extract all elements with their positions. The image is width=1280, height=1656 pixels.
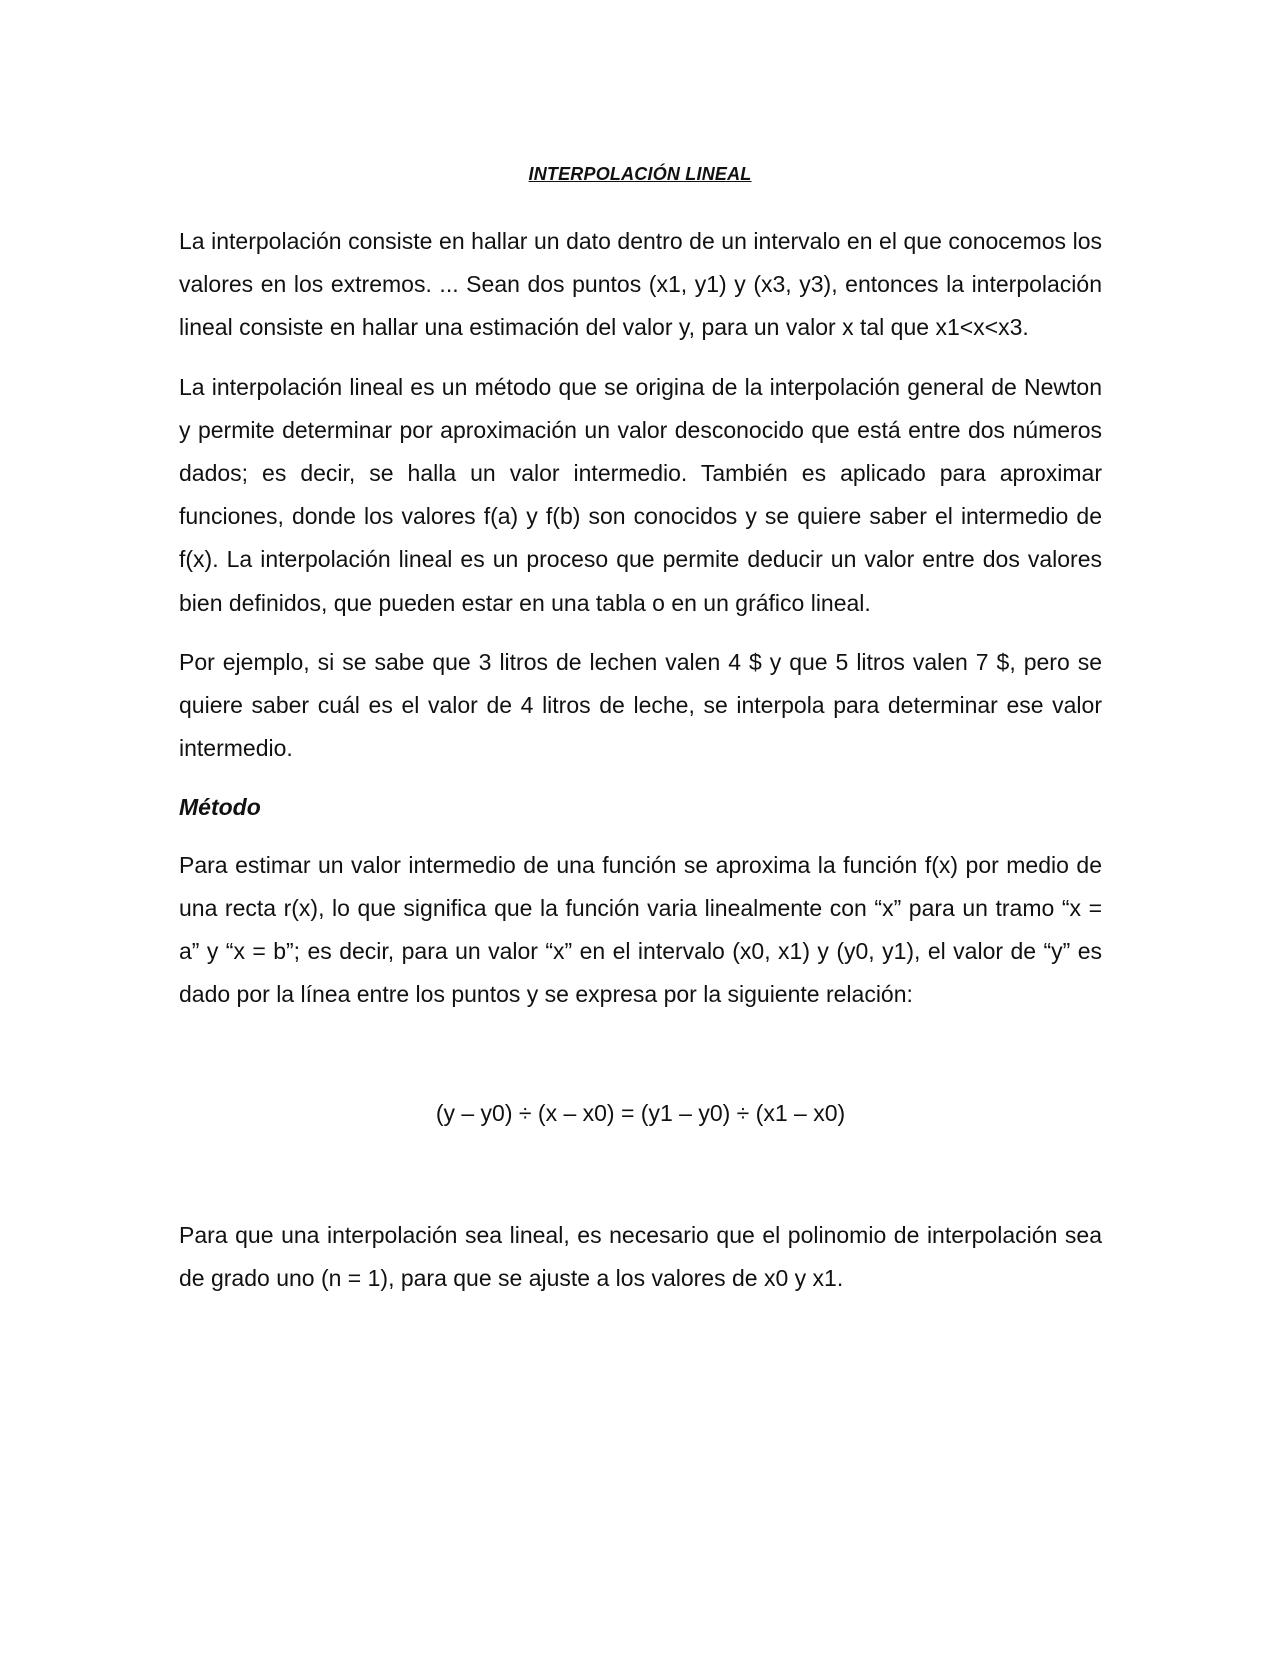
paragraph-definition: La interpolación consiste en hallar un dato dentro de un intervalo en el que conocemos los valores en los extremos. ... Sean dos puntos (x1, y1) y (x3, y3), entonces la interpolación lineal consiste en hallar una estimación del valor y, para un valor x tal que x1<x<x3. [179,228,1102,341]
paragraph-example: Por ejemplo, si se sabe que 3 litros de lechen valen 4 $ y que 5 litros valen 7 $, pero se quiere saber cuál es el valor de 4 litros de leche, se interpola para determinar ese valor intermedio. [179,648,1102,762]
section-heading-method: Método [179,794,261,821]
paragraph-linear-condition: Para que una interpolación sea lineal, es necesario que el polinomio de interpolación sea de grado uno (n = 1), para que se ajuste a los valores de x0 y x1. [179,1221,1102,1291]
document-body [179,220,1102,1316]
paragraph-newton-method: La interpolación lineal es un método que se origina de la interpolación general de Newton y permite determinar por aproximación un valor desconocido que está entre dos números dados; es decir, se halla un valor intermedio. También es aplicado para aproximar funciones, donde los valores f(a) y f(b) son conocidos y se quiere saber el intermedio de f(x). La interpolación lineal es un proceso que permite deducir un valor entre dos valores bien definidos, que pueden estar en una tabla o en un gráfico lineal. [179,373,1102,616]
interpolation-formula: (y – y0) ÷ (x – x0) = (y1 – y0) ÷ (x1 – x0) [435,1100,846,1127]
paragraph-method-description: Para estimar un valor intermedio de una función se aproxima la función f(x) por medio de una recta r(x), lo que significa que la función varia linealmente con “x” para un tramo “x = a” y “x = b”; es decir, para un valor “x” en el intervalo (x0, x1) y (y0, y1), el valor de “y” es dado por la línea entre los puntos y se expresa por la siguiente relación: [179,851,1102,1008]
document-title: INTERPOLACIÓN LINEAL [528,164,752,184]
